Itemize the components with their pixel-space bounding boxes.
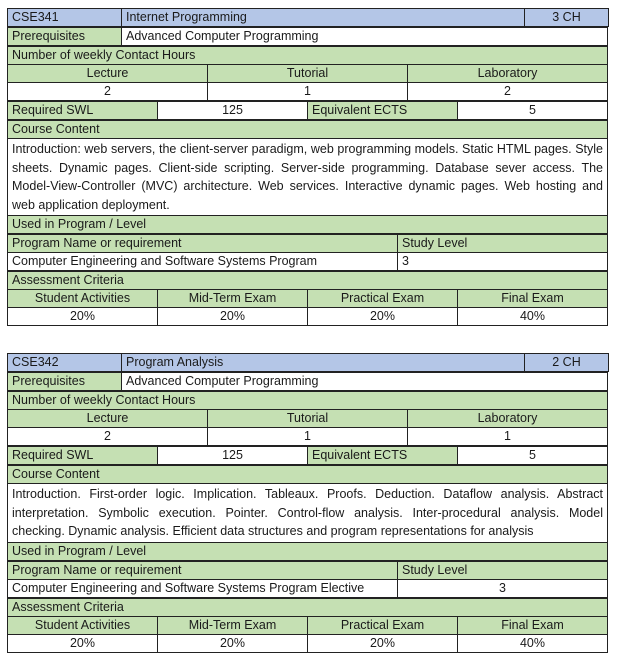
lecture-hours: 2 (8, 83, 208, 101)
prerequisites-label: Prerequisites (8, 28, 122, 46)
laboratory-hours: 2 (408, 83, 608, 101)
course-title-row (8, 9, 609, 27)
contact-hours-label: Number of weekly Contact Hours (8, 392, 608, 410)
program-header: Program Name or requirement (8, 235, 398, 253)
student-activities-value: 20% (8, 308, 158, 326)
program-table (7, 234, 608, 271)
midterm-header: Mid-Term Exam (158, 290, 308, 308)
midterm-header: Mid-Term Exam (158, 616, 308, 634)
prerequisites-table (7, 27, 608, 46)
ects-label: Equivalent ECTS (308, 102, 458, 120)
course-content-text: Introduction: web servers, the client-server paradigm, web programming models. Static HTML pages. Style sheets. Dynamic pages. Client-side scripting. Server-side programming. Database sever access. The Model-View-Controller (MVC) architecture. Web services. Interactive dynamic pages. Web hosting and web application deployment. (8, 139, 608, 216)
final-header: Final Exam (458, 616, 608, 634)
student-activities-header: Student Activities (8, 290, 158, 308)
course-content-table (7, 465, 608, 561)
study-level: 3 (398, 579, 608, 597)
assessment-label: Assessment Criteria (8, 598, 608, 616)
practical-value: 20% (308, 308, 458, 326)
practical-value: 20% (308, 634, 458, 652)
laboratory-header: Laboratory (408, 410, 608, 428)
course-card-cse341 (7, 8, 608, 326)
course-content-label: Course Content (8, 466, 608, 484)
practical-header: Practical Exam (308, 290, 458, 308)
course-content-text: Introduction. First-order logic. Implication. Tableaux. Proofs. Deduction. Dataflow analysis. Abstract interpretation. Symbolic execution. Pointer. Control-flow analysis. Inter-procedural analysis. Model checking. Dynamic analysis. Efficient data structures and program representations for analysis (8, 484, 608, 543)
practical-header: Practical Exam (308, 616, 458, 634)
prerequisites-label: Prerequisites (8, 373, 122, 391)
prerequisites-value: Advanced Computer Programming (122, 28, 608, 46)
tutorial-header: Tutorial (208, 410, 408, 428)
student-activities-header: Student Activities (8, 616, 158, 634)
student-activities-value: 20% (8, 634, 158, 652)
prerequisites-table (7, 372, 608, 391)
credit-hours: 3 CH (525, 9, 609, 27)
contact-hours-table (7, 46, 608, 101)
program-name: Computer Engineering and Software Systems Program (8, 253, 398, 271)
ects-label: Equivalent ECTS (308, 447, 458, 465)
course-content-label: Course Content (8, 121, 608, 139)
contact-hours-label: Number of weekly Contact Hours (8, 47, 608, 65)
ects-value: 5 (458, 447, 608, 465)
swl-label: Required SWL (8, 102, 158, 120)
course-title: Internet Programming (122, 9, 525, 27)
final-value: 40% (458, 308, 608, 326)
swl-value: 125 (158, 447, 308, 465)
study-level: 3 (398, 253, 608, 271)
study-level-header: Study Level (398, 561, 608, 579)
ects-value: 5 (458, 102, 608, 120)
course-card-cse342 (7, 353, 608, 653)
lecture-header: Lecture (8, 410, 208, 428)
course-title-row (8, 354, 609, 372)
course-code: CSE341 (8, 9, 122, 27)
midterm-value: 20% (158, 308, 308, 326)
course-code: CSE342 (8, 354, 122, 372)
tutorial-hours: 1 (208, 83, 408, 101)
used-in-program-label: Used in Program / Level (8, 542, 608, 560)
course-header-table (7, 8, 609, 27)
laboratory-header: Laboratory (408, 65, 608, 83)
prerequisites-value: Advanced Computer Programming (122, 373, 608, 391)
course-title: Program Analysis (122, 354, 525, 372)
course-header-table (7, 353, 609, 372)
midterm-value: 20% (158, 634, 308, 652)
contact-hours-table (7, 391, 608, 446)
tutorial-header: Tutorial (208, 65, 408, 83)
lecture-hours: 2 (8, 428, 208, 446)
tutorial-hours: 1 (208, 428, 408, 446)
program-header: Program Name or requirement (8, 561, 398, 579)
assessment-label: Assessment Criteria (8, 272, 608, 290)
lecture-header: Lecture (8, 65, 208, 83)
credit-hours: 2 CH (525, 354, 609, 372)
program-name: Computer Engineering and Software Systems Program Elective (8, 579, 398, 597)
used-in-program-label: Used in Program / Level (8, 216, 608, 234)
study-level-header: Study Level (398, 235, 608, 253)
program-table (7, 561, 608, 598)
swl-label: Required SWL (8, 447, 158, 465)
assessment-table (7, 271, 608, 326)
final-value: 40% (458, 634, 608, 652)
assessment-table (7, 598, 608, 653)
course-content-table (7, 120, 608, 234)
swl-table (7, 101, 608, 120)
swl-value: 125 (158, 102, 308, 120)
final-header: Final Exam (458, 290, 608, 308)
swl-table (7, 446, 608, 465)
laboratory-hours: 1 (408, 428, 608, 446)
